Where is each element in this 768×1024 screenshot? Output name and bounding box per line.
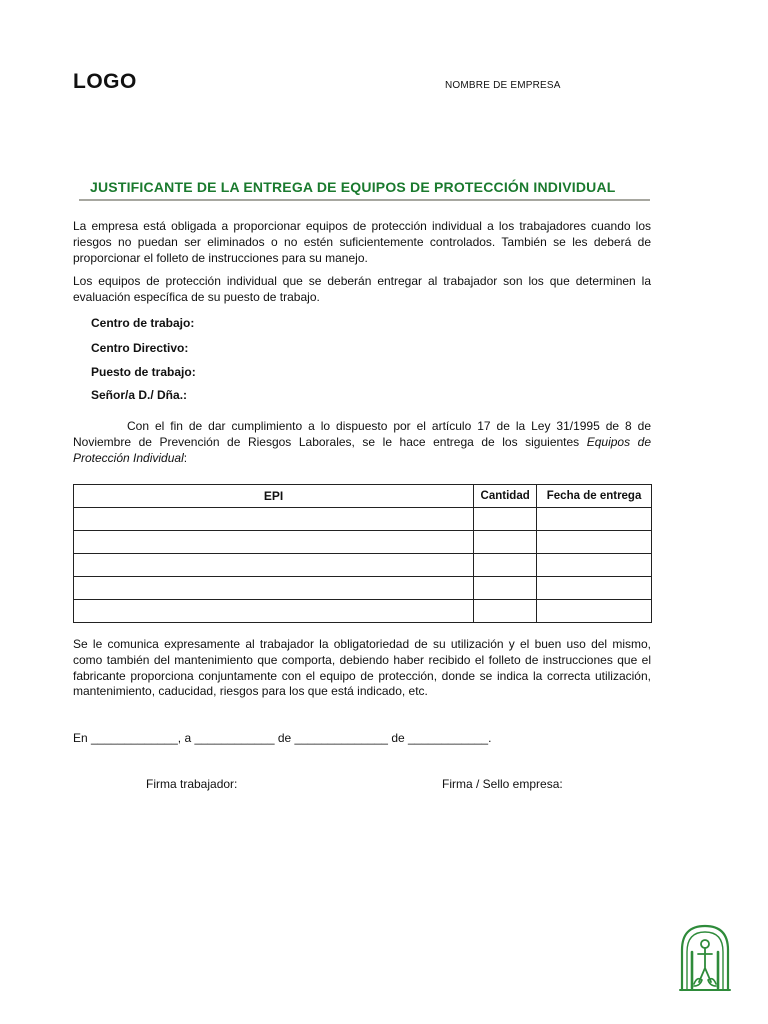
cell-fecha[interactable]: [537, 554, 652, 577]
table-row: [74, 508, 652, 531]
cell-epi[interactable]: [74, 577, 474, 600]
cell-epi[interactable]: [74, 531, 474, 554]
cell-epi[interactable]: [74, 600, 474, 623]
emblem-lion-right: [708, 979, 716, 986]
table-row: [74, 600, 652, 623]
header-cantidad: Cantidad: [474, 485, 537, 508]
emblem-figure-body: [698, 948, 712, 982]
delivery-text: Con el fin de dar cumplimiento a lo dispuesto por el artículo 17 de la Ley 31/1995 de 8 de Noviembre de Prevención de Riesgos Laborales, se le hace entrega de los siguientes: [73, 419, 651, 449]
cell-cantidad[interactable]: [474, 531, 537, 554]
table-row: [74, 577, 652, 600]
cell-cantidad[interactable]: [474, 577, 537, 600]
worker-signature-label: Firma trabajador:: [146, 777, 238, 791]
field-senor: Señor/a D./ Dña.:: [91, 388, 188, 402]
emblem-lion-left: [694, 979, 702, 986]
cell-fecha[interactable]: [537, 508, 652, 531]
logo-text: LOGO: [73, 70, 137, 93]
cell-epi[interactable]: [74, 508, 474, 531]
table-row: [74, 531, 652, 554]
cell-cantidad[interactable]: [474, 508, 537, 531]
junta-andalucia-emblem-icon: [678, 922, 732, 992]
cell-fecha[interactable]: [537, 600, 652, 623]
header-fecha-entrega: Fecha de entrega: [537, 485, 652, 508]
cell-cantidad[interactable]: [474, 600, 537, 623]
delivery-italic: Equipos de Protección Individual: [73, 434, 651, 465]
delivery-end: :: [183, 450, 188, 465]
usage-paragraph: Se le comunica expresamente al trabajador la obligatoriedad de su utilización y el buen uso del mismo, como también del mantenimiento que comporta, debiendo haber recibido el folleto de instrucciones que el fabricante proporciona conjuntamente con el equipo de protección, donde se indica la correcta utilización, mantenimiento, caducidad, riesgos para los que está indicado, etc.: [73, 637, 651, 699]
company-signature-label: Firma / Sello empresa:: [442, 777, 563, 791]
document-title: JUSTIFICANTE DE LA ENTREGA DE EQUIPOS DE PROTECCIÓN INDIVIDUAL: [90, 179, 616, 195]
header-epi: EPI: [74, 485, 474, 508]
date-place-line: En _____________, a ____________ de ______________ de ____________.: [73, 731, 492, 745]
intro-paragraph: La empresa está obligada a proporcionar equipos de protección individual a los trabajadores cuando los riesgos no puedan ser eliminados o no estén suficientemente controlados. También se les deberá de proporcionar el folleto de instrucciones para su manejo.: [73, 219, 651, 265]
epi-table: [73, 484, 652, 623]
delivery-paragraph: [73, 419, 651, 466]
cell-fecha[interactable]: [537, 577, 652, 600]
title-underline: [79, 199, 650, 201]
cell-epi[interactable]: [74, 554, 474, 577]
evaluation-paragraph: Los equipos de protección individual que se deberán entregar al trabajador son los que determinen la evaluación específica de su puesto de trabajo.: [73, 274, 651, 304]
field-puesto-trabajo: Puesto de trabajo:: [91, 365, 196, 379]
cell-cantidad[interactable]: [474, 554, 537, 577]
field-centro-directivo: Centro Directivo:: [91, 341, 189, 355]
table-header-row: [74, 485, 652, 508]
emblem-figure-head: [701, 940, 709, 948]
table-row: [74, 554, 652, 577]
company-name: NOMBRE DE EMPRESA: [445, 80, 561, 91]
cell-fecha[interactable]: [537, 531, 652, 554]
field-centro-trabajo: Centro de trabajo:: [91, 316, 195, 330]
